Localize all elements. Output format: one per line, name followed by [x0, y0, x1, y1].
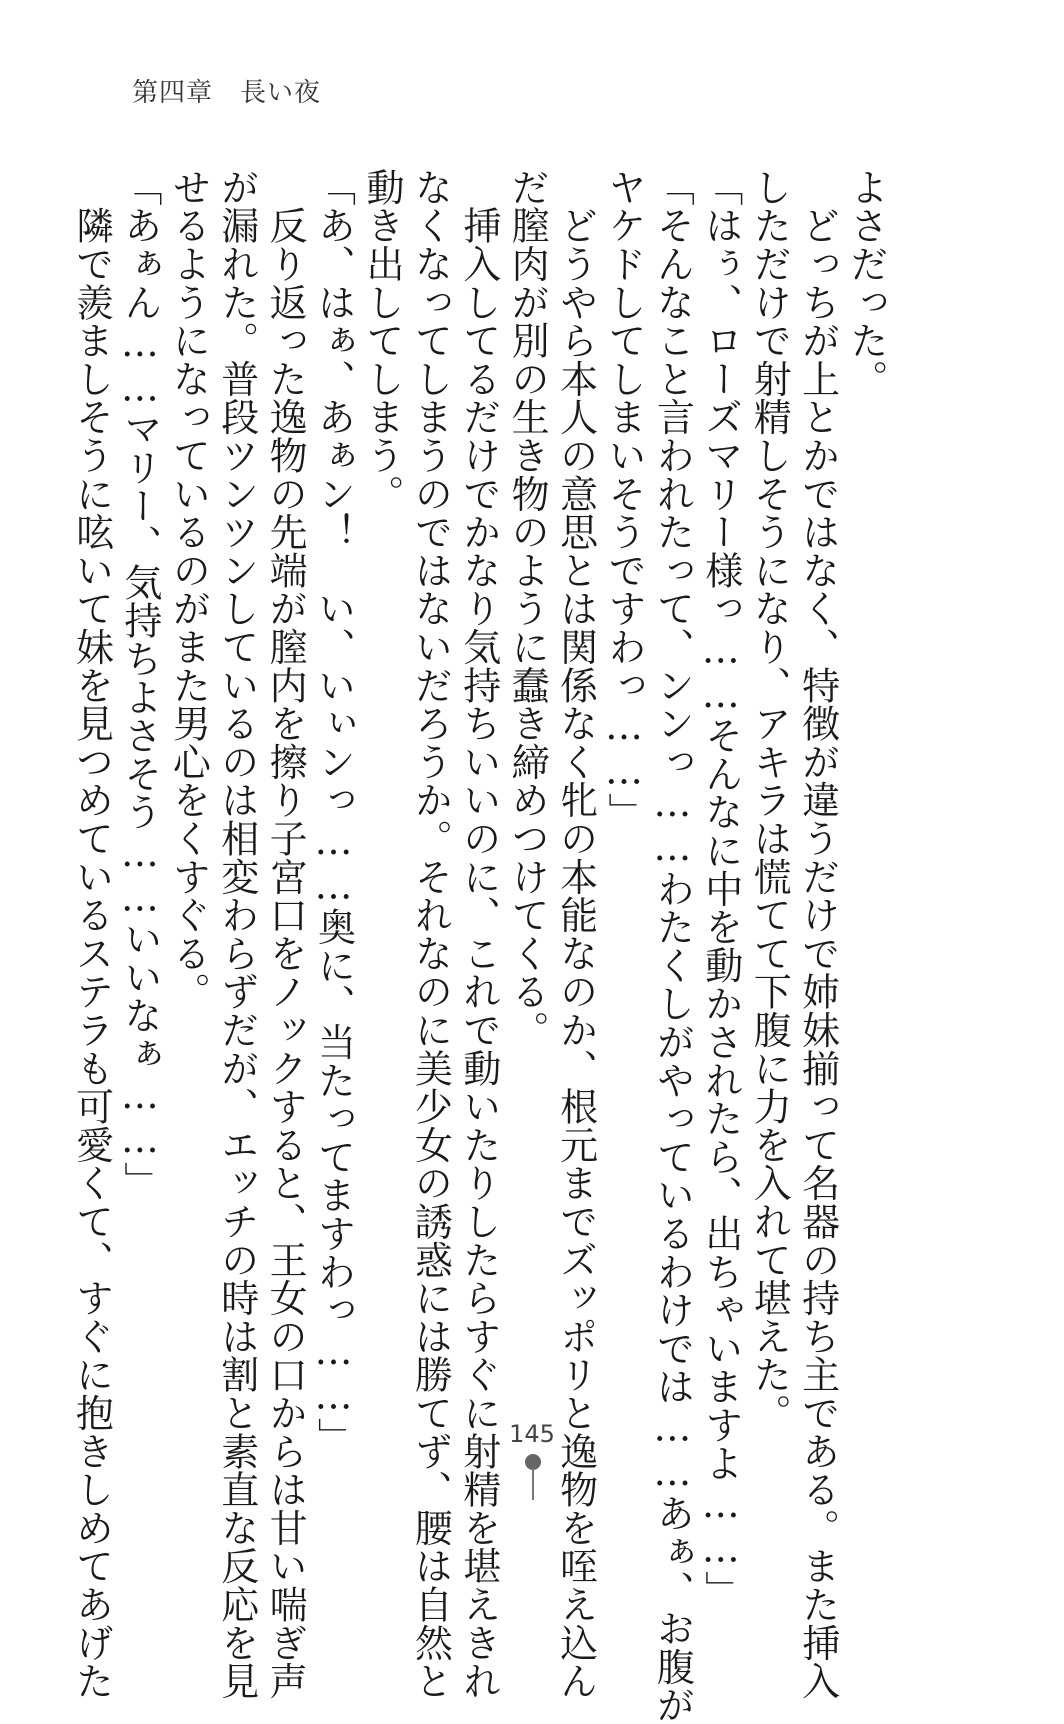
- text-line: 挿入してるだけでかなり気持ちいいのに、これで動いたりしたらすぐに射精を堪えきれ: [456, 168, 501, 1700]
- page-number: 145: [509, 1420, 555, 1448]
- text-line: だ膣肉が別の生き物のように蠢き締めつけてくる。: [505, 168, 550, 1049]
- text-line: なくなってしまうのではないだろうか。それなのに美少女の誘惑には勝てず、腰は自然と: [408, 168, 453, 1700]
- text-line: が漏れた。普段ツンツンしているのは相変わらずだが、エッチの時は割と素直な反応を見: [214, 168, 259, 1700]
- page-marker-icon: [525, 1454, 543, 1500]
- text-line: せるようになっているのがまた男心をくすぐる。: [166, 168, 211, 1011]
- text-line: 「あぁん……マリー、気持ちよさそう……いいなぁ……」: [117, 168, 162, 1200]
- text-line: 「はぅ、ローズマリー様っ……そんなに中を動かされたら、出ちゃいますよ……」: [698, 168, 743, 1610]
- text-line: どっちが上とかではなく、特徴が違うだけで姉妹揃って名器の持ち主である。また挿入: [795, 168, 840, 1700]
- chapter-title: 第四章 長い夜: [132, 78, 322, 108]
- text-line: 動き出してしまう。: [359, 168, 404, 513]
- marker-stem: [532, 1468, 534, 1500]
- text-line: 反り返った逸物の先端が膣内を擦り子宮口をノックすると、王女の口からは甘い喘ぎ声: [263, 168, 308, 1700]
- text-line: 「そんなこと言われたって、ンンっ……わたくしがやっているわけでは……あぁ、お腹が: [650, 168, 695, 1724]
- text-line: 「あ、はぁ、あぁン！ い、いぃンっ……奥に、当たってますわっ……」: [311, 168, 356, 1456]
- text-line: ヤケドしてしまいそうですわっ……」: [601, 168, 646, 832]
- text-line: 隣で羨ましそうに呟いて妹を見つめているステラも可愛くて、すぐに抱きしめてあげた: [69, 168, 114, 1700]
- text-line: しただけで射精しそうになり、アキラは慌てて下腹に力を入れて堪えた。: [747, 168, 792, 1432]
- text-line: よさだった。: [844, 168, 888, 398]
- text-line: どうやら本人の意思とは関係なく牝の本能なのか、根元までズッポリと逸物を咥え込ん: [553, 168, 598, 1700]
